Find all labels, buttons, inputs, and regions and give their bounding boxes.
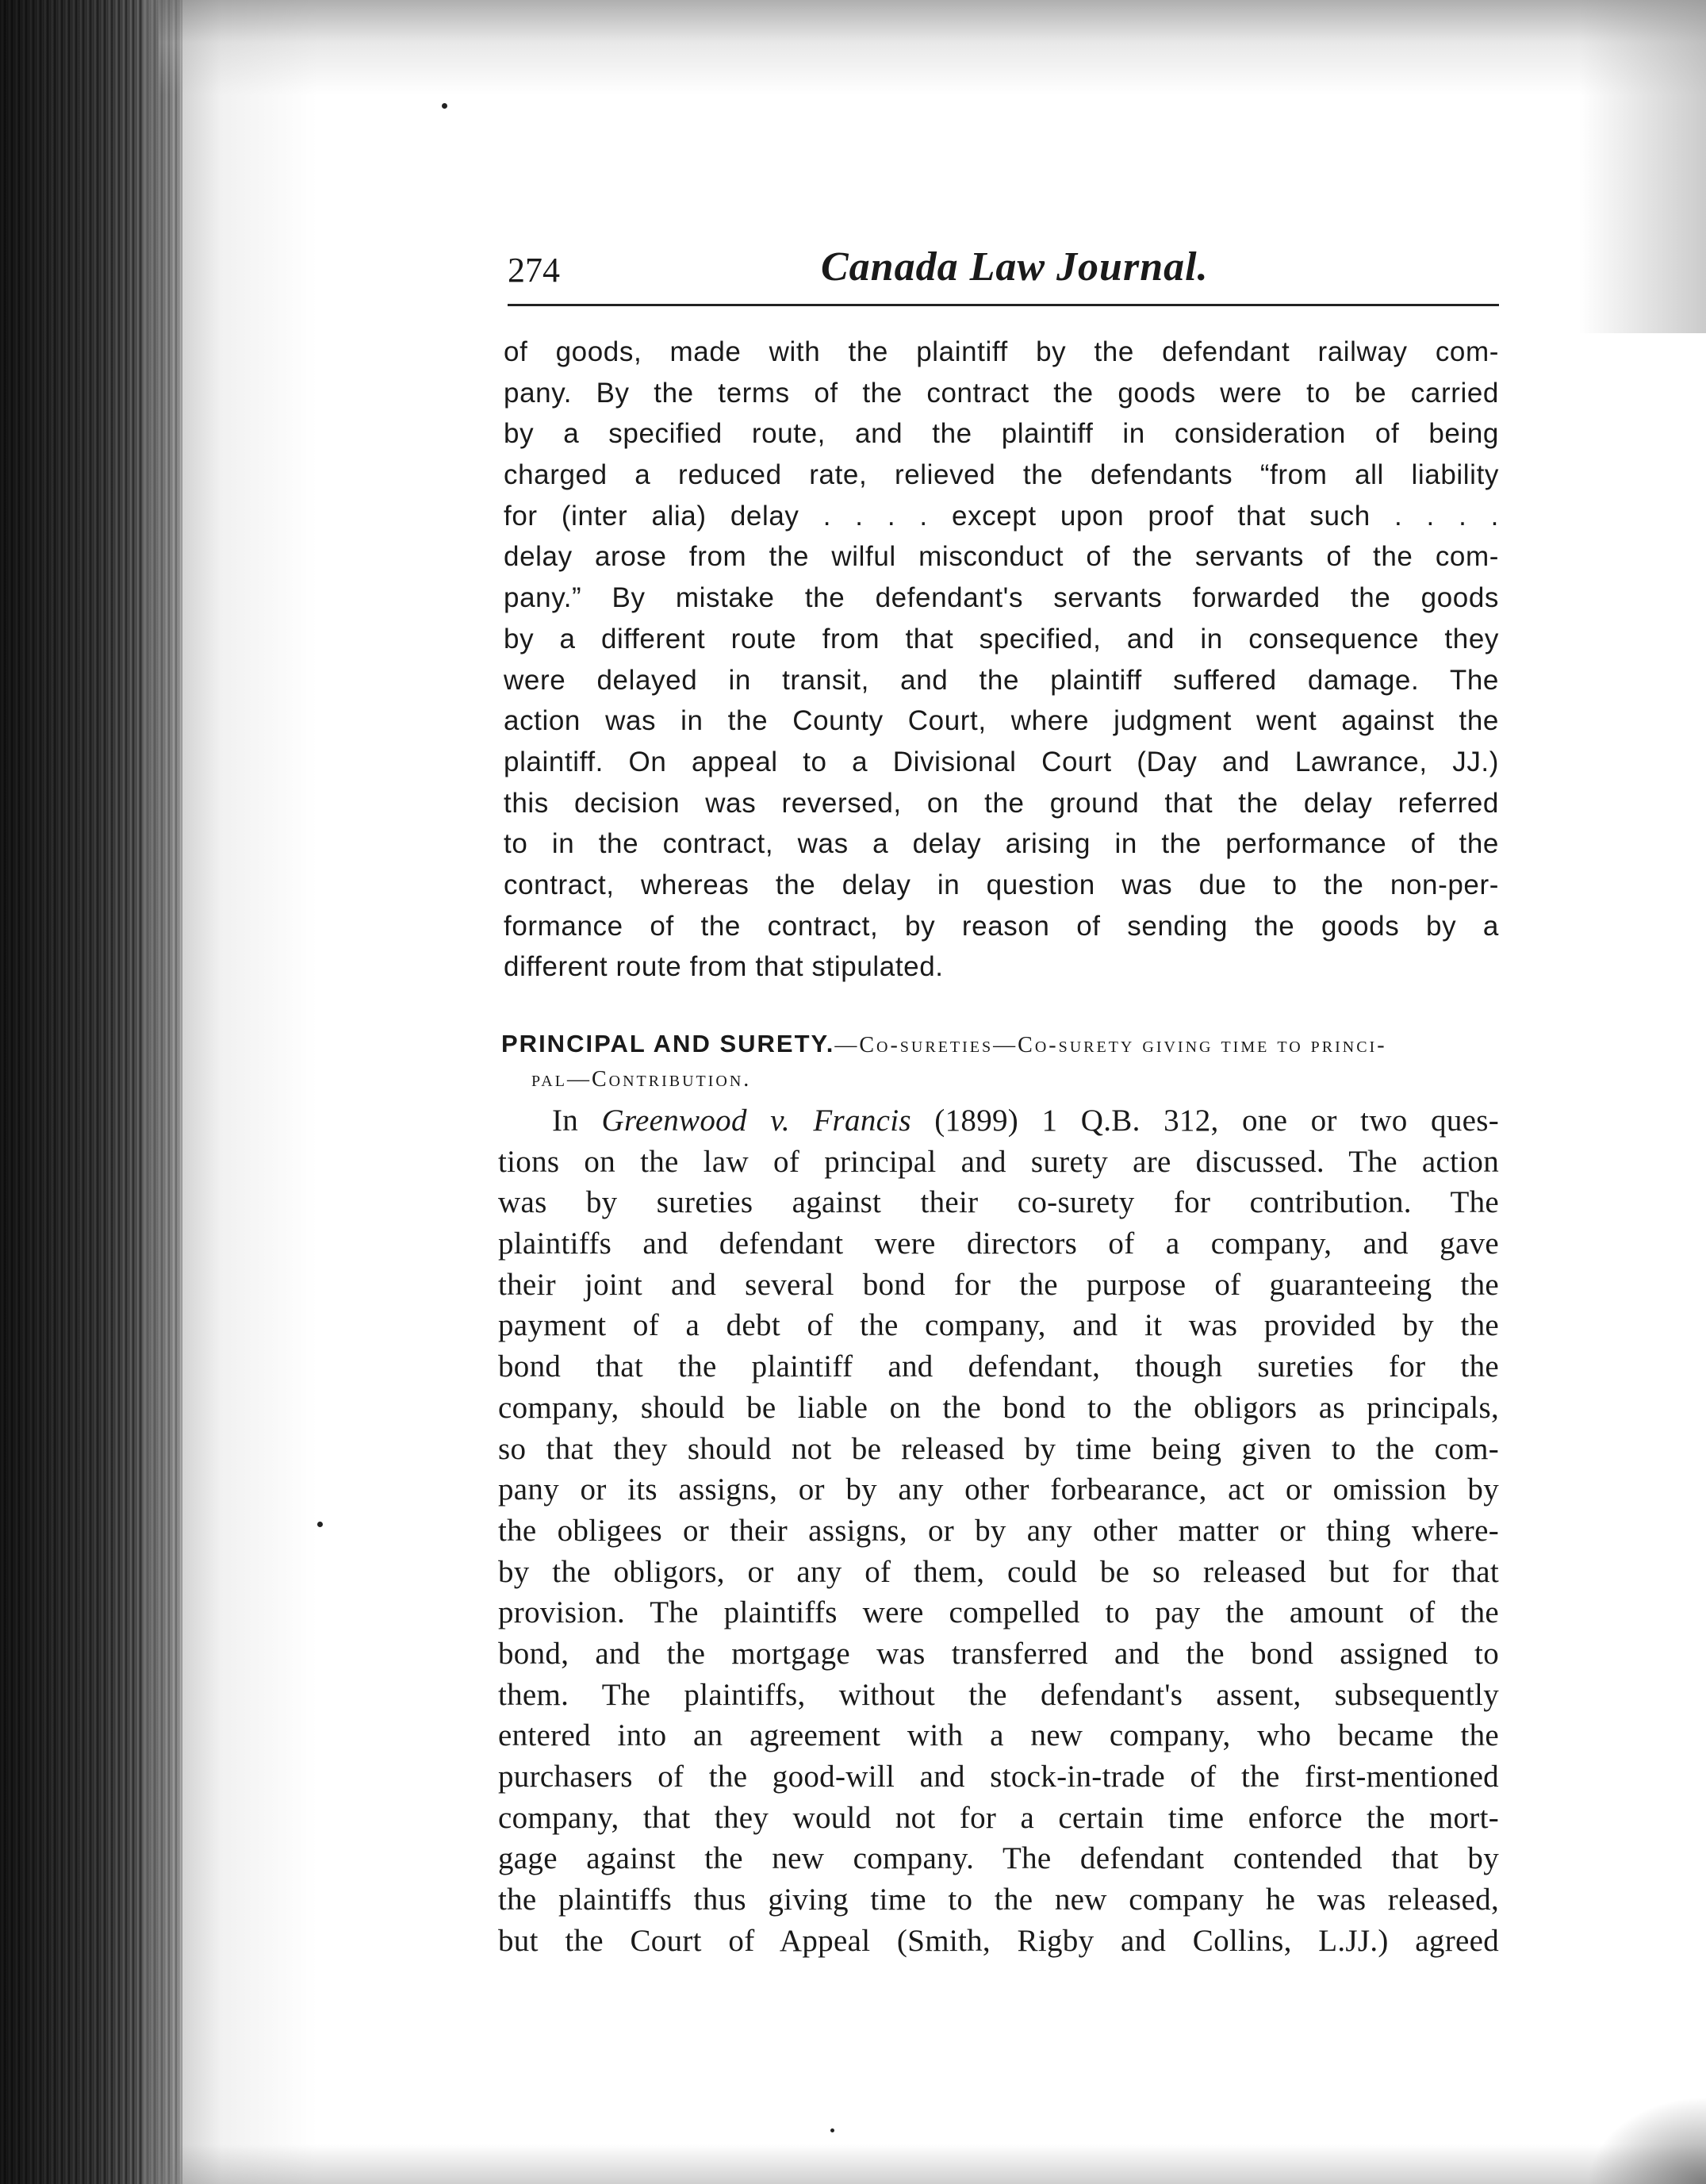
text-line: contract, whereas the delay in question was due to the non-per- <box>504 869 1499 900</box>
text-line: pany.” By mistake the defendant's servants forwarded the goods <box>504 582 1499 614</box>
bottom-scan-edge <box>159 2144 1706 2184</box>
text-line: action was in the County Court, where judgment went against the <box>504 705 1499 737</box>
text-line: tions on the law of principal and surety are discussed. The action <box>498 1144 1499 1179</box>
text-line: provision. The plaintiffs were compelled to pay the amount of the <box>498 1595 1499 1630</box>
speck <box>442 103 447 109</box>
speck <box>830 2128 834 2132</box>
section-heading-line <box>501 1026 1501 1061</box>
text-line: to in the contract, was a delay arising in the performance of the <box>504 828 1499 860</box>
text-line: gage against the new company. The defendant contended that by <box>498 1841 1499 1876</box>
text-line: company, that they would not for a certain time enforce the mort- <box>498 1800 1499 1835</box>
text-line: the plaintiffs thus giving time to the new company he was released, <box>498 1883 1499 1917</box>
right-scan-edge <box>1579 0 1706 333</box>
text-line: charged a reduced rate, relieved the defendants “from all liability <box>504 459 1499 491</box>
text-line: company, should be liable on the bond to the obligors as principals, <box>498 1390 1499 1425</box>
binding-fade <box>143 0 317 2184</box>
citation: (1899) 1 Q.B. 312, one or two ques- <box>911 1104 1499 1138</box>
text-line: delay arose from the wilful misconduct of the servants of the com- <box>504 541 1499 573</box>
text-line: so that they should not be released by time being given to the com- <box>498 1431 1499 1466</box>
text-line: were delayed in transit, and the plaintiff suffered damage. The <box>504 664 1499 696</box>
text-line: them. The plaintiffs, without the defendant's assent, subsequently <box>498 1677 1499 1712</box>
header-rule <box>508 304 1499 306</box>
text-line: by the obligors, or any of them, could be so released but for that <box>498 1554 1499 1589</box>
text-line: plaintiff. On appeal to a Divisional Court (Day and Lawrance, JJ.) <box>504 746 1499 777</box>
text-line: pany or its assigns, or by any other forbearance, act or omission by <box>498 1472 1499 1507</box>
text-line: plaintiffs and defendant were directors of a company, and gave <box>498 1226 1499 1261</box>
text-line: payment of a debt of the company, and it was provided by the <box>498 1308 1499 1343</box>
corner-smudge <box>1587 2097 1706 2184</box>
case-intro: In <box>552 1104 602 1138</box>
text-line: formance of the contract, by reason of sending the goods by a <box>504 910 1499 942</box>
text-line: of goods, made with the plaintiff by the defendant railway com- <box>504 336 1499 367</box>
section-heading <box>501 1026 1501 1097</box>
paragraph-greenwood <box>498 1100 1499 1961</box>
text-line: but the Court of Appeal (Smith, Rigby and Collins, L.JJ.) agreed <box>498 1923 1499 1958</box>
text-line: for (inter alia) delay . . . . except upon proof that such . . . . <box>504 500 1499 532</box>
section-subtitle-continued: pal—Contribution. <box>531 1067 752 1092</box>
running-title: Canada Law Journal. <box>821 244 1209 290</box>
text-line: bond, and the mortgage was transferred and the bond assigned to <box>498 1636 1499 1671</box>
section-title: PRINCIPAL AND SURETY. <box>501 1030 835 1057</box>
section-heading-line <box>501 1061 1501 1097</box>
text-line: purchasers of the good-will and stock-in-trade of the first-mentioned <box>498 1760 1499 1794</box>
case-name: Greenwood v. Francis <box>601 1104 911 1138</box>
paragraph-continued <box>504 332 1499 988</box>
text-line: the obligees or their assigns, or by any other matter or thing where- <box>498 1513 1499 1548</box>
page-number: 274 <box>508 251 560 290</box>
speck <box>317 1522 323 1527</box>
text-line: their joint and several bond for the purpose of guaranteeing the <box>498 1267 1499 1302</box>
top-scan-edge <box>159 0 1706 95</box>
text-line: entered into an agreement with a new company, who became the <box>498 1718 1499 1753</box>
page-header <box>508 242 1499 305</box>
text-line: this decision was reversed, on the ground that the delay referred <box>504 787 1499 819</box>
text-line: bond that the plaintiff and defendant, though sureties for the <box>498 1349 1499 1384</box>
text-line: pany. By the terms of the contract the goods were to be carried <box>504 377 1499 409</box>
text-line: was by sureties against their co-surety for contribution. The <box>498 1185 1499 1220</box>
text-line: different route from that stipulated. <box>504 951 944 983</box>
text-line: by a different route from that specified, and in consequence they <box>504 623 1499 654</box>
text-line: by a specified route, and the plaintiff in consideration of being <box>504 418 1499 450</box>
section-subtitle: —Co-sureties—Co-surety giving time to princi- <box>834 1033 1387 1057</box>
text-line <box>498 1100 1499 1142</box>
